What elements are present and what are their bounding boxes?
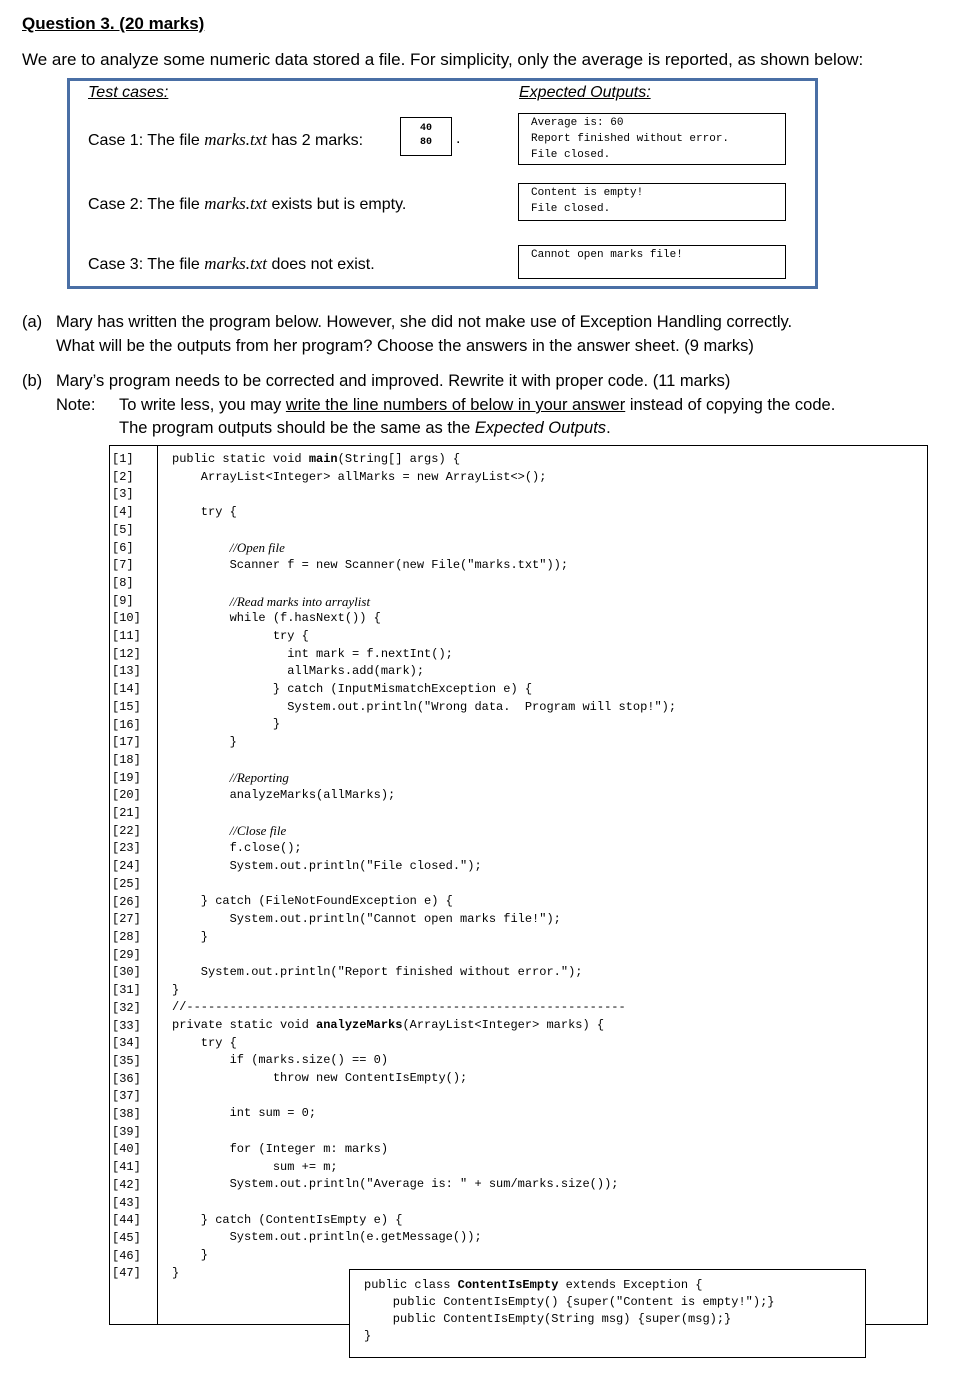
code-line (172, 1088, 676, 1106)
line-number: [47] (112, 1266, 141, 1281)
line-number: [29] (112, 947, 141, 962)
code-line (172, 752, 676, 770)
line-number: [39] (112, 1124, 141, 1139)
code-line: try { (172, 1035, 237, 1050)
line-number: [34] (112, 1036, 141, 1051)
code-line: f.close(); (172, 841, 302, 856)
code-line: System.out.println(e.getMessage()); (172, 1230, 482, 1245)
line-numbers (112, 451, 141, 1283)
line-number: [1] (112, 452, 134, 466)
code-line (172, 1123, 676, 1141)
code-line: System.out.println("Wrong data. Program will stop!"); (172, 699, 677, 714)
line-number: [3] (112, 487, 134, 502)
code-line: try { (172, 628, 309, 643)
code-line: } (172, 929, 209, 944)
line-number: [44] (112, 1213, 141, 1228)
case-3-output: Cannot open marks file! (518, 245, 786, 279)
code-line (172, 575, 676, 593)
line-number: [9] (112, 593, 134, 608)
line-number: [25] (112, 876, 141, 891)
line-number: [37] (112, 1089, 141, 1104)
line-number: [23] (112, 841, 141, 856)
code-line: sum += m; (172, 1159, 338, 1174)
class-code-line: public ContentIsEmpty(String msg) {super(msg);} (364, 1312, 732, 1326)
code-line (172, 946, 676, 964)
class-code-line: public ContentIsEmpty() {super("Content is empty!");} (364, 1295, 775, 1309)
line-number: [5] (112, 522, 134, 537)
line-number: [40] (112, 1142, 141, 1157)
code-line: System.out.println("File closed."); (172, 858, 482, 873)
line-number: [16] (112, 717, 141, 732)
code-line: analyzeMarks(allMarks); (172, 788, 396, 803)
part-a-line2: What will be the outputs from her program? Choose the answers in the answer sheet. (9 marks) (56, 337, 754, 355)
line-number: [12] (112, 646, 141, 661)
code-line: //Open file (229, 540, 285, 556)
line-number: [46] (112, 1248, 141, 1263)
line-number: [17] (112, 735, 141, 750)
code-line: } (172, 717, 281, 732)
code-line: try { (172, 505, 237, 520)
code-listing (172, 451, 676, 1282)
code-line: private static void analyzeMarks(ArrayList<Integer> marks) { (172, 1018, 605, 1032)
line-number: [32] (112, 1000, 141, 1015)
code-line: } (172, 735, 237, 749)
part-a-line1: Mary has written the program below. However, she did not make use of Exception Handling correctly. (56, 313, 793, 331)
case-2-output: Content is empty! File closed. (518, 183, 786, 221)
line-number: [4] (112, 505, 134, 520)
marks-period: . (456, 130, 461, 147)
line-number: [36] (112, 1071, 141, 1086)
code-line (172, 486, 676, 504)
note-label: Note: (56, 396, 96, 414)
code-line: } (172, 982, 180, 997)
line-number: [21] (112, 806, 141, 821)
code-line: //------------------------------------------------------------- (172, 1000, 626, 1015)
line-number: [33] (112, 1018, 141, 1033)
code-line: System.out.println("Report finished without error."); (172, 964, 583, 979)
line-number: [42] (112, 1177, 141, 1192)
part-b-line3: The program outputs should be the same as the Expected Outputs. (119, 419, 611, 437)
code-line: //Close file (229, 823, 287, 839)
line-number: [19] (112, 770, 141, 785)
code-line: } (172, 1247, 209, 1262)
code-line: } catch (InputMismatchException e) { (172, 681, 533, 696)
code-line: System.out.println("Average is: " + sum/marks.size()); (172, 1177, 619, 1192)
line-number: [30] (112, 965, 141, 980)
line-number: [35] (112, 1053, 141, 1068)
case-1-text: Case 1: The file marks.txt has 2 marks: (88, 130, 364, 149)
test-cases-header: Test cases: (88, 84, 169, 101)
line-number: [7] (112, 558, 134, 573)
line-number: [20] (112, 788, 141, 803)
note-text: To write less, you may write the line numbers of below in your answer instead of copying the code. (119, 396, 836, 414)
code-line: //Reporting (229, 770, 289, 786)
part-b-label: (b) (22, 372, 43, 390)
line-number: [24] (112, 859, 141, 874)
class-code-line: public class ContentIsEmpty extends Exception { (364, 1278, 703, 1292)
line-number-divider (157, 445, 158, 1325)
code-line: public static void main(String[] args) { (172, 452, 461, 466)
part-b-line1: Mary’s program needs to be corrected and improved. Rewrite it with proper code. (11 marks) (56, 372, 731, 390)
line-number: [41] (112, 1160, 141, 1175)
content-is-empty-class (349, 1269, 866, 1358)
line-number: [18] (112, 752, 141, 767)
line-number: [13] (112, 664, 141, 679)
code-line (172, 876, 676, 894)
line-number: [11] (112, 629, 141, 644)
class-code-line: } (364, 1329, 372, 1343)
code-line: } catch (FileNotFoundException e) { (172, 894, 453, 909)
code-line: } catch (ContentIsEmpty e) { (172, 1212, 403, 1227)
code-line: } (172, 1265, 180, 1280)
line-number: [15] (112, 699, 141, 714)
line-number: [2] (112, 469, 134, 484)
line-number: [10] (112, 611, 141, 626)
code-line: System.out.println("Cannot open marks file!"); (172, 911, 561, 926)
intro-text: We are to analyze some numeric data stored a file. For simplicity, only the average is reported, as shown below: (22, 50, 864, 69)
line-number: [14] (112, 682, 141, 697)
line-number: [22] (112, 823, 141, 838)
question-title: Question 3. (20 marks) (22, 14, 205, 33)
case-1-output: Average is: 60 Report finished without error. File closed. (518, 113, 786, 165)
code-line: while (f.hasNext()) { (172, 611, 381, 626)
line-number: [8] (112, 575, 134, 590)
code-line (172, 805, 676, 823)
code-line: throw new ContentIsEmpty(); (172, 1071, 468, 1086)
line-number: [6] (112, 540, 134, 555)
line-number: [27] (112, 912, 141, 927)
line-number: [45] (112, 1230, 141, 1245)
case-2-text: Case 2: The file marks.txt exists but is empty. (88, 194, 407, 213)
line-number: [38] (112, 1107, 141, 1122)
code-line: ArrayList<Integer> allMarks = new ArrayList<>(); (172, 469, 547, 484)
code-line: int mark = f.nextInt(); (172, 646, 453, 661)
code-line (172, 522, 676, 540)
part-a-label: (a) (22, 313, 43, 331)
expected-outputs-header: Expected Outputs: (519, 84, 651, 101)
marks-file-content: 40 80 (400, 117, 452, 156)
code-line (172, 1194, 676, 1212)
case-3-text: Case 3: The file marks.txt does not exist. (88, 254, 375, 273)
line-number: [28] (112, 929, 141, 944)
line-number: [43] (112, 1195, 141, 1210)
code-line: for (Integer m: marks) (172, 1141, 389, 1156)
line-number: [26] (112, 894, 141, 909)
code-line: allMarks.add(mark); (172, 664, 425, 679)
code-line: Scanner f = new Scanner(new File("marks.txt")); (172, 558, 569, 573)
code-line: //Read marks into arraylist (229, 593, 371, 609)
code-line: int sum = 0; (172, 1106, 317, 1121)
code-line: if (marks.size() == 0) (172, 1053, 389, 1068)
line-number: [31] (112, 983, 141, 998)
